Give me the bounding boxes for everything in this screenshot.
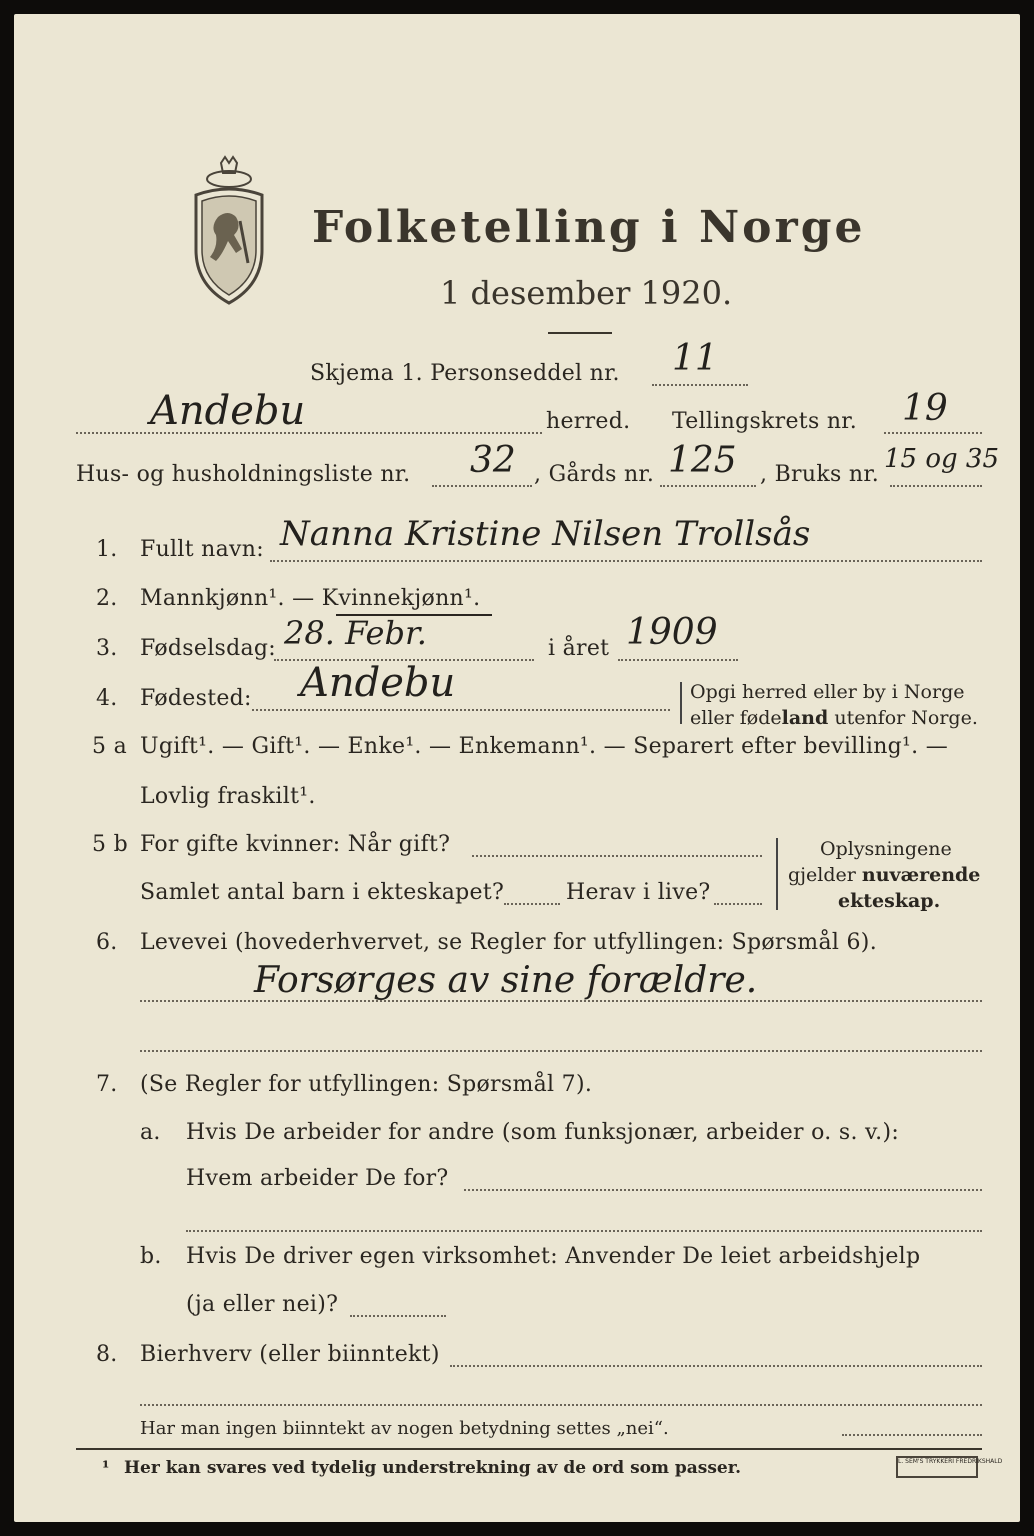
- bruks-nr[interactable]: 15 og 35: [884, 444, 999, 474]
- note-line: [842, 1434, 982, 1436]
- q5a-number: 5 a: [92, 734, 128, 759]
- q6-label: Levevei (hovederhvervet, se Regler for utfyllingen: Spørsmål 6).: [140, 930, 877, 955]
- q3-year-label: i året: [548, 636, 610, 661]
- tellingskrets-line: [884, 432, 982, 434]
- q7b-line-2: (ja eller nei)?: [186, 1292, 339, 1317]
- q3-number: 3.: [96, 636, 118, 661]
- q5b-line-2a: Samlet antal barn i ekteskapet?: [140, 880, 505, 905]
- footnote-divider: [76, 1448, 982, 1450]
- biinntekt-note: Har man ingen biinntekt av nogen betydning settes „nei“.: [140, 1418, 669, 1439]
- q1-number: 1.: [96, 537, 118, 562]
- q3-year-line: [618, 659, 738, 661]
- q5b-alive-line: [714, 903, 762, 905]
- tellingskrets-label: Tellingskrets nr.: [672, 409, 857, 434]
- q8-number: 8.: [96, 1342, 118, 1367]
- coat-of-arms-icon: [188, 155, 270, 305]
- herred-name[interactable]: Andebu: [150, 388, 306, 434]
- occupation-value[interactable]: Forsørges av sine forældre.: [254, 960, 758, 1001]
- q4-note-2: [690, 707, 978, 729]
- q4-note-2-bold: land: [781, 707, 829, 729]
- q7a-line-2: Hvem arbeider De for?: [186, 1166, 449, 1191]
- q6-number: 6.: [96, 930, 118, 955]
- skjema-label: Skjema 1. Personseddel nr.: [310, 361, 620, 386]
- hus-label: Hus- og husholdningsliste nr.: [76, 462, 411, 487]
- printer-stamp-text: L. SEM'S TRYKKERI FREDRIKSHALD: [898, 1458, 1003, 1465]
- q4-line: [252, 709, 670, 711]
- q6-line-2: [140, 1050, 982, 1052]
- footnote-text: Her kan svares ved tydelig understrekning av de ord som passer.: [124, 1458, 742, 1478]
- gards-label: , Gårds nr.: [534, 462, 655, 487]
- gards-nr[interactable]: 125: [668, 440, 737, 481]
- q5b-note-2-pre: gjelder: [788, 864, 862, 886]
- q5b-married-line: [472, 855, 762, 857]
- sex-options: Mannkjønn¹. — Kvinnekjønn¹.: [140, 586, 481, 611]
- q5b-line-2b: Herav i live?: [566, 880, 711, 905]
- q8-line-2: [140, 1404, 982, 1406]
- gards-line: [660, 485, 756, 487]
- personseddel-line: [652, 384, 748, 386]
- q7a-employer-line: [464, 1189, 982, 1191]
- hus-line: [432, 485, 532, 487]
- q7b-number: b.: [140, 1244, 162, 1269]
- q7a-line-1: Hvis De arbeider for andre (som funksjonær, arbeider o. s. v.):: [186, 1120, 900, 1145]
- bruks-label: , Bruks nr.: [760, 462, 880, 487]
- q4-label: Fødested:: [140, 686, 252, 711]
- q4-note-2-pre: eller føde: [690, 707, 782, 729]
- personseddel-nr[interactable]: 11: [672, 338, 718, 379]
- birthplace-value[interactable]: Andebu: [300, 660, 456, 706]
- form-date: 1 desember 1920.: [440, 274, 733, 312]
- form-title: Folketelling i Norge: [312, 202, 866, 253]
- q3-label: Fødselsdag:: [140, 636, 277, 661]
- title-divider: [548, 332, 612, 334]
- q1-line: [270, 560, 982, 562]
- q1-label: Fullt navn:: [140, 537, 264, 562]
- tellingskrets-nr[interactable]: 19: [902, 388, 948, 429]
- printer-stamp: [896, 1456, 1003, 1478]
- footnote-mark: ¹: [102, 1458, 110, 1478]
- bruks-line: [890, 485, 982, 487]
- q5b-note-1: Oplysningene: [820, 838, 952, 860]
- q5b-line-1: For gifte kvinner: Når gift?: [140, 832, 451, 857]
- birth-day-value[interactable]: 28. Febr.: [284, 614, 427, 652]
- q7b-answer-line: [350, 1315, 446, 1317]
- q4-note-2-post: utenfor Norge.: [828, 707, 978, 729]
- q7a-extra-line: [186, 1230, 982, 1232]
- marital-options-2: Lovlig fraskilt¹.: [140, 784, 316, 809]
- q7b-line-1: Hvis De driver egen virksomhet: Anvender De leiet arbeidshjelp: [186, 1244, 921, 1269]
- q5b-number: 5 b: [92, 832, 128, 857]
- marital-options: Ugift¹. — Gift¹. — Enke¹. — Enkemann¹. — Separert efter bevilling¹. —: [140, 734, 949, 759]
- q4-bracket: [680, 682, 682, 724]
- q5b-note-2: [788, 864, 980, 886]
- hus-nr[interactable]: 32: [470, 440, 516, 481]
- herred-label: herred.: [546, 409, 631, 434]
- q4-number: 4.: [96, 686, 118, 711]
- q5b-note-2-bold: nuværende: [861, 864, 981, 886]
- q5b-children-line: [504, 903, 560, 905]
- q7-number: 7.: [96, 1072, 118, 1097]
- q4-note-1: Opgi herred eller by i Norge: [690, 681, 965, 703]
- birth-year-value[interactable]: 1909: [626, 612, 718, 653]
- q2-number: 2.: [96, 586, 118, 611]
- q8-line-1: [450, 1365, 982, 1367]
- q7-label: (Se Regler for utfyllingen: Spørsmål 7).: [140, 1072, 593, 1097]
- q5b-bracket: [776, 838, 778, 910]
- q5b-note-3: ekteskap.: [838, 890, 941, 912]
- q8-label: Bierhverv (eller biinntekt): [140, 1342, 440, 1367]
- full-name-value[interactable]: Nanna Kristine Nilsen Trollsås: [280, 514, 811, 554]
- herred-line: [76, 432, 542, 434]
- q7a-number: a.: [140, 1120, 161, 1145]
